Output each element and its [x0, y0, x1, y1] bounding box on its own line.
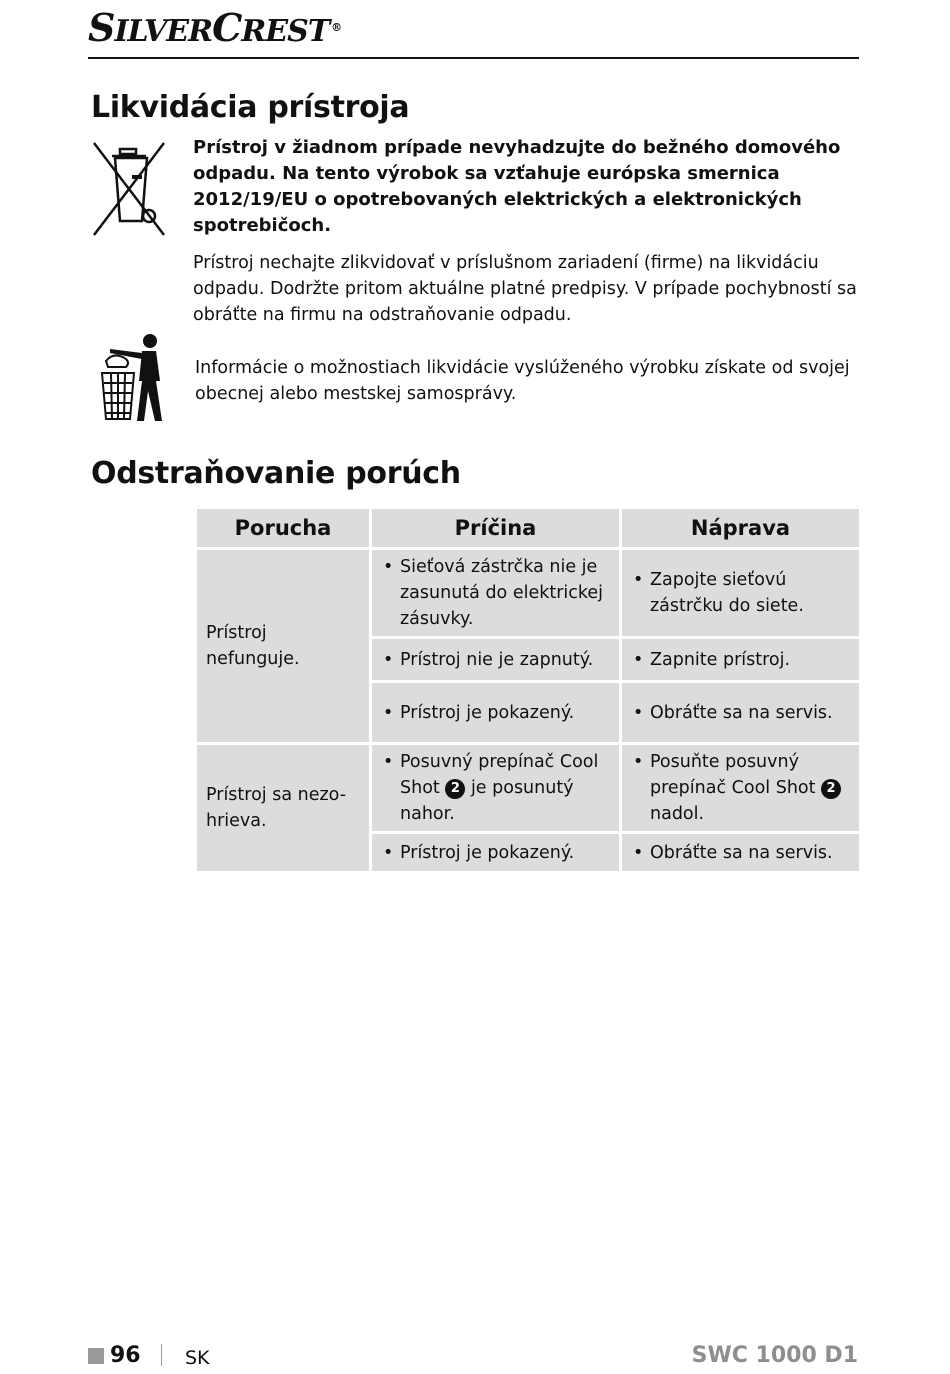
fault-cell: Prístroj nefunguje. [196, 549, 371, 744]
crossed-out-wheelie-bin-icon [92, 141, 166, 237]
footer-divider [161, 1344, 162, 1366]
header-rule [88, 57, 859, 59]
disposal-title: Likvidácia prístroja [91, 90, 410, 125]
cause-cell [371, 744, 621, 833]
remedy-cell [621, 549, 861, 638]
disposal-info: Informácie o možnostiach likvidácie vyslúženého výrobku získate od svojej obecnej alebo mestskej samosprávy. [195, 358, 850, 404]
list-item: • Posuňte posuvný prepínač Cool Shot 2 nadol. [630, 749, 851, 827]
header-remedy: Náprava [621, 508, 861, 549]
model-number: SWC 1000 D1 [691, 1343, 858, 1368]
remedy-cell [621, 833, 861, 873]
header-fault: Porucha [196, 508, 371, 549]
page-number: 96 [110, 1343, 141, 1368]
troubleshooting-title: Odstraňovanie porúch [91, 456, 461, 491]
cause-cell [371, 833, 621, 873]
list-item: • Posuvný prepínač Cool Shot 2 je posunutý nahor. [380, 749, 611, 827]
list-item: • Obráťte sa na servis. [630, 840, 851, 866]
header-cause: Príčina [371, 508, 621, 549]
remedy-cell [621, 682, 861, 744]
tidyman-bin-icon [98, 333, 168, 423]
remedy-cell [621, 744, 861, 833]
remedy-cell [621, 638, 861, 682]
list-item: • Zapnite prístroj. [630, 647, 851, 673]
cause-cell [371, 638, 621, 682]
page-marker-square [88, 1348, 104, 1364]
troubleshooting-table [194, 506, 862, 874]
cool-shot-number-badge: 2 [821, 779, 841, 799]
table-row [196, 549, 861, 638]
fault-cell: Prístroj sa nezo-hrieva. [196, 744, 371, 873]
list-item: • Prístroj je pokazený. [380, 840, 611, 866]
disposal-instructions: Prístroj nechajte zlikvidovať v príslušnom zariadení (firme) na likvidáciu odpadu. Dodržte pritom aktuálne platné predpisy. V prípade pochybností sa obráťte na firmu na odstraňovanie odpadu. [193, 253, 857, 325]
list-item: • Prístroj nie je zapnutý. [380, 647, 611, 673]
list-item: • Zapojte sieťovú zástrčku do siete. [630, 567, 851, 619]
brand-logo: SILVERCREST ® [88, 5, 342, 50]
table-row [196, 744, 861, 833]
table-header-row [196, 508, 861, 549]
cause-cell [371, 682, 621, 744]
cool-shot-number-badge: 2 [445, 779, 465, 799]
list-item: • Obráťte sa na servis. [630, 700, 851, 726]
list-item: • Sieťová zástrčka nie je zasunutá do elektrickej zásuvky. [380, 554, 611, 632]
cause-cell [371, 549, 621, 638]
disposal-warning: Prístroj v žiadnom prípade nevyhadzujte do bežného domového odpadu. Na tento výrobok sa vzťahuje európska smernica 2012/19/EU o opotrebovaných elektrických a elektronických spotrebičoch. [193, 137, 841, 236]
language-code: SK [185, 1347, 210, 1369]
list-item: • Prístroj je pokazený. [380, 700, 611, 726]
